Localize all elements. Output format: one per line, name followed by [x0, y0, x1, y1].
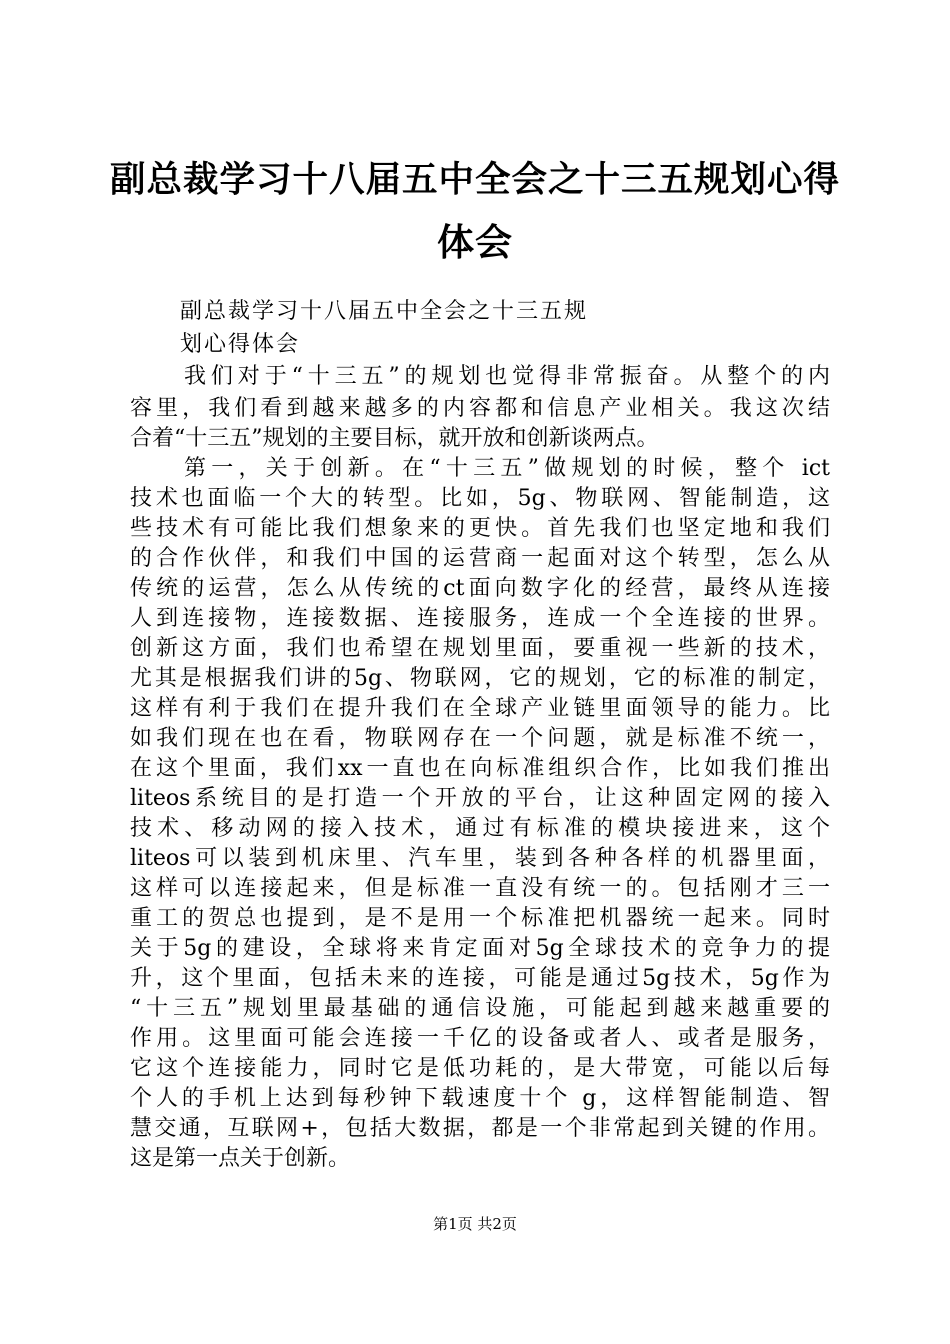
body-line: 这样可以连接起来，但是标准一直没有统一的。包括刚才三一 [130, 876, 830, 901]
body-line: 的合作伙伴，和我们中国的运营商一起面对这个转型，怎么从 [130, 546, 830, 571]
body-line: 人到连接物，连接数据、连接服务，连成一个全连接的世界。 [130, 606, 830, 631]
document-title-line-1: 副总裁学习十八届五中全会之十三五规划心得 [110, 159, 841, 200]
body-line: 这是第一点关于创新。 [130, 1146, 351, 1171]
subtitle-line-2: 划心得体会 [180, 332, 301, 357]
body-line: 作用。这里面可能会连接一千亿的设备或者人、或者是服务， [130, 1026, 830, 1051]
body-line: 些技术有可能比我们想象来的更快。首先我们也坚定地和我们 [130, 516, 830, 541]
body-line: liteos系统目的是打造一个开放的平台，让这种固定网的接入 [130, 786, 830, 811]
body-line: 创新这方面，我们也希望在规划里面，要重视一些新的技术， [130, 636, 830, 661]
body-line: liteos可以装到机床里、汽车里，装到各种各样的机器里面， [130, 846, 830, 871]
body-line: 传统的运营，怎么从传统的ct面向数字化的经营，最终从连接 [130, 576, 830, 601]
body-line: 技术也面临一个大的转型。比如，5g、物联网、智能制造，这 [130, 486, 830, 511]
body-line: “十三五”规划里最基础的通信设施，可能起到越来越重要的 [130, 996, 830, 1021]
subtitle-line-1: 副总裁学习十八届五中全会之十三五规 [180, 299, 589, 324]
document-title-line-2: 体会 [437, 220, 513, 264]
body-line: 第一，关于创新。在“十三五”做规划的时候，整个 ict [184, 456, 830, 481]
body-line: 升，这个里面，包括未来的连接，可能是通过5g技术，5g作为 [130, 966, 830, 991]
body-line: 我们对于“十三五”的规划也觉得非常振奋。从整个的内 [184, 364, 830, 389]
body-line: 技术、移动网的接入技术，通过有标准的模块接进来，这个 [130, 816, 830, 841]
body-line: 这样有利于我们在提升我们在全球产业链里面领导的能力。比 [130, 696, 830, 721]
body-line: 尤其是根据我们讲的5g、物联网，它的规划，它的标准的制定， [130, 666, 830, 691]
body-line: 个人的手机上达到每秒钟下载速度十个 g，这样智能制造、智 [130, 1086, 831, 1111]
body-line: 在这个里面，我们xx一直也在向标准组织合作，比如我们推出 [130, 756, 830, 781]
body-line: 容里，我们看到越来越多的内容都和信息产业相关。我这次结 [130, 396, 830, 421]
body-line: 合着“十三五”规划的主要目标，就开放和创新谈两点。 [130, 426, 659, 451]
page-number-footer: 第1页 共2页 [433, 1215, 517, 1233]
body-line: 关于5g的建设，全球将来肯定面对5g全球技术的竞争力的提 [130, 936, 830, 961]
body-line: 它这个连接能力，同时它是低功耗的，是大带宽，可能以后每 [130, 1056, 830, 1081]
body-line: 重工的贺总也提到，是不是用一个标准把机器统一起来。同时 [130, 906, 830, 931]
body-line: 慧交通，互联网+，包括大数据，都是一个非常起到关键的作用。 [130, 1116, 830, 1141]
body-line: 如我们现在也在看，物联网存在一个问题，就是标准不统一， [130, 726, 830, 751]
